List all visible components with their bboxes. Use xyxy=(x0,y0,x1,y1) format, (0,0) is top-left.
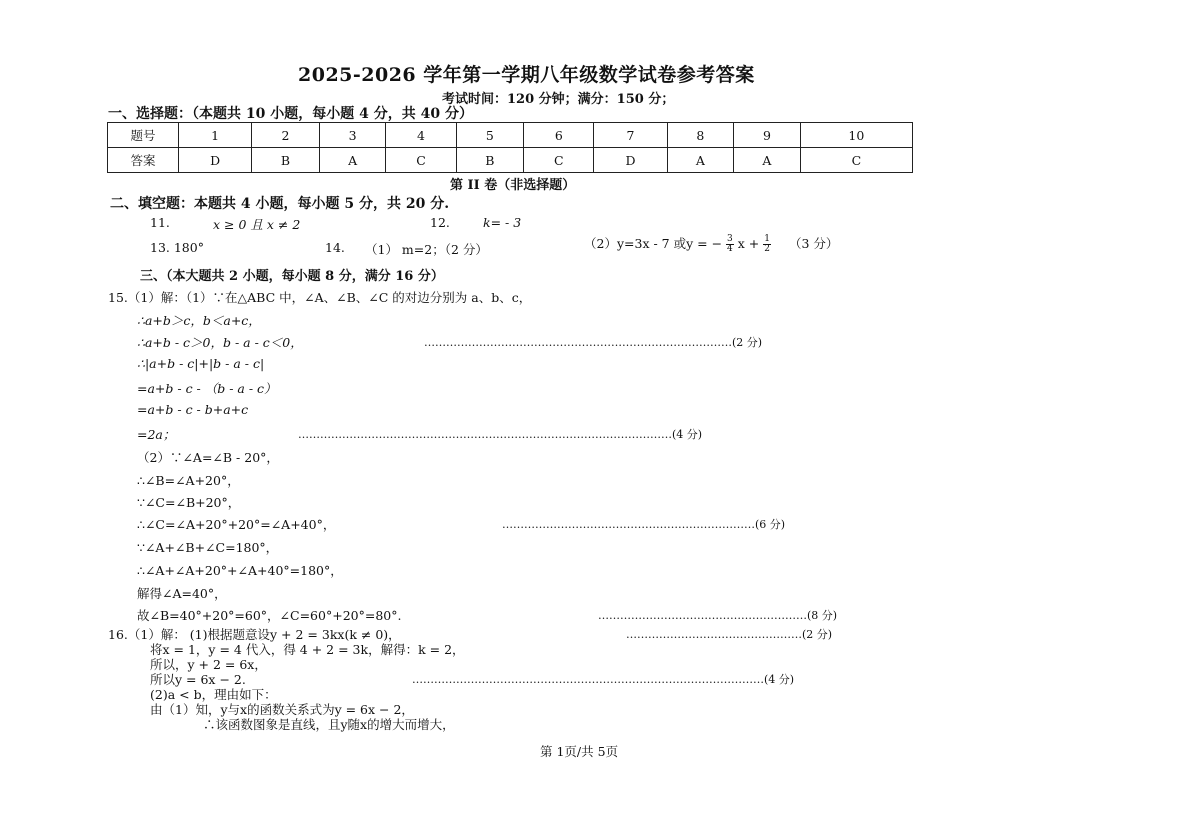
q15-score-4: …………………………………………………………………………………………(4 分) xyxy=(298,428,703,441)
q16-line-5: (2)a < b，理由如下： xyxy=(150,687,277,702)
q15-line-13: ∴∠A+∠A+20°+∠A+40°=180°， xyxy=(137,563,343,578)
table-cell: 7 xyxy=(594,123,667,148)
table-cell: 8 xyxy=(667,123,734,148)
q16-line-7: ∴该函数图象是直线，且y随x的增大而增大， xyxy=(203,717,455,732)
table-cell: C xyxy=(386,148,456,173)
table-cell: 1 xyxy=(179,123,252,148)
q16-score-2: …………………………………………(2 分) xyxy=(626,628,833,641)
q14-score: （3 分） xyxy=(788,236,839,251)
q15-line-10: ∵∠C=∠B+20°， xyxy=(137,495,241,510)
answer-table xyxy=(107,122,913,173)
table-cell: 5 xyxy=(456,123,524,148)
page-number: 第 1页/共 5页 xyxy=(540,744,619,759)
table-cell: A xyxy=(734,148,801,173)
table-row-numbers xyxy=(108,123,913,148)
section-1-heading: 一、选择题：（本题共 10 小题，每小题 4 分，共 40 分） xyxy=(108,106,473,122)
table-cell: 2 xyxy=(252,123,320,148)
q15-line-14: 解得∠A=40°， xyxy=(137,586,227,601)
q16-line-4: 所以y = 6x − 2. xyxy=(150,672,246,687)
q15-line-15: 故∠B=40°+20°=60°，∠C=60°+20°=80°. xyxy=(137,608,402,623)
part-2-title: 第 II 卷（非选择题） xyxy=(450,178,576,193)
table-cell: 4 xyxy=(386,123,456,148)
table-cell: 10 xyxy=(800,123,912,148)
q15-line-7: =2a； xyxy=(137,427,176,442)
q15-score-6: ……………………………………………………………(6 分) xyxy=(502,518,786,531)
table-row-answers xyxy=(108,148,913,173)
table-cell: A xyxy=(667,148,734,173)
q15-line-6: =a+b - c - b+a+c xyxy=(137,402,249,417)
q16-line-3: 所以，y + 2 = 6x， xyxy=(150,657,267,672)
q14-number: 14. xyxy=(325,240,345,255)
q11-number: 11. xyxy=(150,215,170,230)
q16-line-6: 由（1）知，y与x的函数关系式为y = 6x − 2， xyxy=(150,702,414,717)
q15-line-9: ∴∠B=∠A+20°， xyxy=(137,473,240,488)
table-cell: B xyxy=(456,148,524,173)
q14-part2-text: （2）y=3x - 7 或y = − xyxy=(584,236,723,251)
q15-line-3: ∴a+b - c＞0，b - a - c＜0， xyxy=(137,335,303,350)
q15-line-1: 15.（1）解：（1）∵在△ABC 中，∠A、∠B、∠C 的对边分别为 a、b、c， xyxy=(108,290,532,305)
section-2-heading: 二、填空题：本题共 4 小题，每小题 5 分，共 20 分. xyxy=(110,196,450,212)
q15-score-2: …………………………………………………………………………(2 分) xyxy=(424,336,763,349)
table-cell: D xyxy=(179,148,252,173)
q15-line-5: =a+b - c - （b - a - c） xyxy=(137,381,277,396)
q11-answer: x ≥ 0 且 x ≠ 2 xyxy=(213,217,301,232)
document-title: 2025-2026 学年第一学期八年级数学试卷参考答案 xyxy=(298,64,755,86)
q15-line-2: ∴a+b＞c，b＜a+c， xyxy=(137,313,261,328)
table-cell: A xyxy=(319,148,386,173)
table-cell: 3 xyxy=(319,123,386,148)
table-cell: D xyxy=(594,148,667,173)
q14-part2 xyxy=(584,234,838,254)
fraction-denominator: 2 xyxy=(764,244,770,254)
q15-line-4: ∴|a+b - c|+|b - a - c| xyxy=(137,356,265,371)
section-3-heading: 三、（本大题共 2 小题，每小题 8 分，满分 16 分） xyxy=(140,269,444,284)
q14-part1: （1） m=2；（2 分） xyxy=(365,242,488,257)
q13-answer: 13. 180° xyxy=(150,240,204,255)
table-cell: 题号 xyxy=(108,123,179,148)
exam-info: 考试时间：120 分钟；满分：150 分； xyxy=(442,92,675,107)
table-cell: 6 xyxy=(524,123,594,148)
q12-number: 12. xyxy=(430,215,450,230)
fraction-three-quarters xyxy=(726,235,734,254)
q15-line-11: ∴∠C=∠A+20°+20°=∠A+40°， xyxy=(137,517,336,532)
fraction-numerator: 3 xyxy=(727,234,733,244)
q12-answer: k= - 3 xyxy=(483,215,522,230)
fraction-denominator: 4 xyxy=(727,244,733,254)
table-cell: B xyxy=(252,148,320,173)
q14-part2-text-b: x + xyxy=(737,236,760,251)
q16-score-4: ……………………………………………………………………………………(4 分) xyxy=(412,673,795,686)
fraction-numerator: 1 xyxy=(764,234,770,244)
q16-line-1: 16.（1）解： (1)根据题意设y + 2 = 3kx(k ≠ 0)， xyxy=(108,627,401,642)
table-cell: C xyxy=(524,148,594,173)
q15-line-12: ∵∠A+∠B+∠C=180°， xyxy=(137,540,279,555)
q15-line-8: （2）∵∠A=∠B - 20°， xyxy=(137,450,279,465)
table-cell: 9 xyxy=(734,123,801,148)
fraction-one-half xyxy=(763,235,771,254)
table-cell: C xyxy=(800,148,912,173)
table-cell: 答案 xyxy=(108,148,179,173)
q15-score-8: …………………………………………………(8 分) xyxy=(598,609,838,622)
q16-line-2: 将x = 1，y = 4 代入，得 4 + 2 = 3k，解得：k = 2， xyxy=(150,642,465,657)
